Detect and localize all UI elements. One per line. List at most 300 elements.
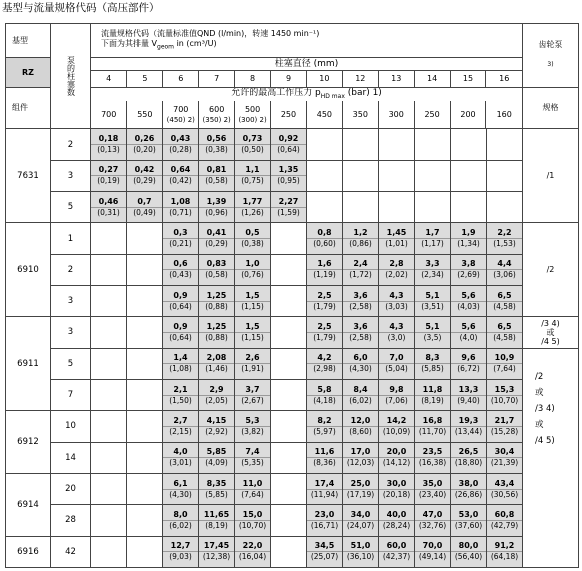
displacement-value: (5,85) [415, 363, 450, 375]
displacement-value: (2,67) [235, 395, 270, 407]
flow-cell [343, 411, 379, 442]
table-row [6, 505, 579, 536]
flow-cell [91, 411, 127, 442]
header-component: 组件 [6, 87, 51, 129]
displacement-value: (2,58) [343, 301, 378, 313]
flow-cell [271, 254, 307, 285]
flow-value: 2,1 [173, 384, 188, 394]
flow-value: 11,0 [242, 478, 263, 488]
displacement-value: (0,75) [235, 175, 270, 187]
displacement-value: (0,42) [163, 175, 198, 187]
flow-cell [487, 254, 523, 285]
flow-value: 5,6 [461, 290, 476, 300]
flow-cell [199, 129, 235, 160]
flow-cell [199, 379, 235, 410]
flow-value: 38,0 [458, 478, 479, 488]
flow-value: 60,0 [386, 541, 407, 551]
header-rz: RZ [6, 58, 51, 87]
displacement-value: (1,50) [163, 395, 198, 407]
displacement-value: (30,56) [487, 489, 522, 501]
displacement-value: (8,36) [307, 457, 342, 469]
displacement-value: (20,18) [379, 489, 414, 501]
displacement-value: (32,76) [415, 520, 450, 532]
flow-cell [235, 348, 271, 379]
flow-cell [91, 286, 127, 317]
header-flow-code [91, 24, 523, 58]
flow-cell [271, 129, 307, 160]
flow-cell [379, 536, 415, 567]
piston-count: 5 [51, 192, 91, 223]
table-row [6, 286, 579, 317]
gear-pump-options-6911 [523, 317, 579, 348]
flow-value: 53,0 [458, 509, 479, 519]
flow-cell [415, 254, 451, 285]
diameter-8: 13 [378, 70, 414, 86]
flow-cell [379, 473, 415, 504]
flow-cell [487, 536, 523, 567]
flow-value: 5,85 [206, 447, 227, 457]
flow-cell [163, 442, 199, 473]
displacement-value: (16,38) [415, 457, 450, 469]
displacement-value: (1,08) [163, 363, 198, 375]
page-title: 基型与流量规格代码（高压部件） [2, 2, 160, 14]
flow-cell [235, 192, 271, 223]
pressure-8 [378, 101, 414, 128]
flow-value: 6,1 [173, 478, 188, 488]
flow-value: 0,46 [98, 196, 119, 206]
flow-cell [451, 379, 487, 410]
displacement-value: (3,0) [379, 332, 414, 344]
flow-cell [343, 223, 379, 254]
displacement-value: (14,12) [379, 457, 414, 469]
displacement-value: (42,79) [487, 520, 522, 532]
diameter-7: 12 [342, 70, 378, 86]
displacement-value: (7,64) [235, 489, 270, 501]
gear-option: /4 5) [535, 435, 555, 446]
flow-value: 1,0 [245, 259, 260, 269]
flow-value: 3,6 [353, 321, 368, 331]
displacement-value: (2,58) [343, 332, 378, 344]
displacement-value: (0,21) [163, 238, 198, 250]
flow-cell [163, 379, 199, 410]
flow-value: 11,65 [203, 509, 230, 519]
flow-cell [487, 286, 523, 317]
flow-value: 0,9 [173, 321, 188, 331]
flow-cell [415, 223, 451, 254]
displacement-value: (0,88) [199, 301, 234, 313]
piston-count: 10 [51, 411, 91, 442]
flow-value: 26,5 [458, 447, 479, 457]
diameter-5: 9 [271, 70, 307, 86]
flow-cell [307, 223, 343, 254]
flow-value: 5,1 [425, 290, 440, 300]
flow-cell [163, 536, 199, 567]
flow-value: 2,2 [497, 228, 512, 238]
flow-value: 0,43 [170, 134, 191, 144]
flow-cell [271, 411, 307, 442]
flow-cell [199, 473, 235, 504]
flow-value: 80,0 [458, 541, 479, 551]
displacement-value: (21,39) [487, 457, 522, 469]
flow-value: 0,9 [173, 290, 188, 300]
flow-value: 22,0 [242, 541, 263, 551]
flow-cell [415, 192, 451, 223]
flow-value: 10,9 [494, 353, 515, 363]
flow-cell [451, 348, 487, 379]
flow-cell [379, 411, 415, 442]
flow-value: 30,4 [494, 447, 515, 457]
flow-value: 1,6 [317, 259, 332, 269]
displacement-value: (0,50) [235, 144, 270, 156]
gear-option: 或 [535, 419, 544, 430]
flow-cell [199, 505, 235, 536]
flow-value: 0,3 [173, 228, 188, 238]
flow-cell [163, 473, 199, 504]
flow-cell [307, 536, 343, 567]
displacement-value: (9,03) [163, 551, 198, 563]
flow-value: 43,4 [494, 478, 515, 488]
displacement-value: (1,59) [271, 207, 306, 219]
flow-cell [163, 505, 199, 536]
flow-value: 0,81 [206, 165, 227, 175]
displacement-value: (0,88) [199, 332, 234, 344]
gear-pump-code: /2 [523, 223, 579, 317]
diameter-4: 8 [235, 70, 271, 86]
flow-value: 2,5 [317, 321, 332, 331]
piston-count: 28 [51, 505, 91, 536]
displacement-value: (8,60) [343, 426, 378, 438]
flow-cell [163, 254, 199, 285]
flow-value: 1,5 [245, 290, 260, 300]
displacement-value: (8,19) [415, 395, 450, 407]
flow-value: 0,7 [137, 196, 152, 206]
pressure-main: 450 [316, 109, 333, 119]
flow-value: 2,5 [317, 290, 332, 300]
displacement-value: (6,72) [451, 363, 486, 375]
flow-value: 0,41 [206, 228, 227, 238]
displacement-value: (16,71) [307, 520, 342, 532]
flow-cell [163, 160, 199, 191]
gear-option: /3 4) [541, 318, 560, 328]
pressure-note: (350) 2) [202, 115, 231, 124]
displacement-value: (9,40) [451, 395, 486, 407]
flow-cell [199, 442, 235, 473]
flow-value: 0,26 [134, 134, 155, 144]
pressure-note: (450) 2) [166, 115, 195, 124]
flow-value: 1,45 [386, 228, 407, 238]
flow-cell [271, 536, 307, 567]
flow-value: 12,7 [170, 541, 191, 551]
flow-value: 23,5 [422, 447, 443, 457]
flow-cell [271, 317, 307, 348]
flow-cell [199, 160, 235, 191]
table-row [6, 536, 579, 567]
displacement-value: (3,82) [235, 426, 270, 438]
displacement-value: (36,10) [343, 551, 378, 563]
pressure-7 [342, 101, 378, 128]
pressure-main: 550 [137, 109, 153, 119]
flow-cell [91, 160, 127, 191]
flow-value: 0,92 [278, 134, 299, 144]
displacement-value: (7,06) [379, 395, 414, 407]
diameter-0: 4 [106, 73, 112, 83]
header-spec: 规格 [523, 87, 579, 129]
flow-value: 2,8 [389, 259, 404, 269]
flow-value: 7,4 [245, 447, 260, 457]
pressure-1 [127, 101, 163, 128]
displacement-value: (0,58) [199, 269, 234, 281]
flow-cell [307, 505, 343, 536]
flow-cell [163, 411, 199, 442]
flow-cell [343, 286, 379, 317]
flow-cell [235, 129, 271, 160]
flow-cell [91, 348, 127, 379]
flow-value: 11,6 [314, 447, 335, 457]
table-row [6, 348, 579, 379]
displacement-value: (0,29) [199, 238, 234, 250]
displacement-value: (42,37) [379, 551, 414, 563]
flow-cell [199, 411, 235, 442]
flow-cell [307, 286, 343, 317]
displacement-value: (0,20) [127, 144, 162, 156]
flow-value: 30,0 [386, 478, 407, 488]
displacement-value: (5,85) [199, 489, 234, 501]
flow-cell [379, 317, 415, 348]
gear-pump-options [523, 348, 579, 567]
flow-cell [487, 411, 523, 442]
flow-cell [415, 536, 451, 567]
flow-cell [415, 473, 451, 504]
table-row [6, 192, 579, 223]
pressure-main: 600 [209, 104, 225, 114]
flow-cell [271, 160, 307, 191]
flow-cell [271, 348, 307, 379]
piston-count: 7 [51, 379, 91, 410]
flow-value: 0,5 [245, 228, 260, 238]
flow-cell [235, 473, 271, 504]
displacement-value: (24,07) [343, 520, 378, 532]
gear-pump-code: /1 [523, 129, 579, 223]
flow-cell [415, 129, 451, 160]
pressure-0 [91, 101, 127, 128]
displacement-value: (49,14) [415, 551, 450, 563]
diameter-3: 7 [199, 70, 235, 86]
flow-cell [307, 192, 343, 223]
displacement-value: (16,04) [235, 551, 270, 563]
flow-cell [379, 286, 415, 317]
flow-cell [451, 223, 487, 254]
diameter-9: 14 [414, 70, 450, 86]
displacement-value: (0,28) [163, 144, 198, 156]
flow-value: 15,3 [494, 384, 515, 394]
flow-value: 13,3 [458, 384, 479, 394]
flow-cell [271, 505, 307, 536]
component-code: 7631 [6, 129, 51, 223]
flow-value: 0,18 [98, 134, 119, 144]
flow-cell [91, 254, 127, 285]
flow-cell [379, 442, 415, 473]
flow-cell [379, 129, 415, 160]
flow-value: 8,2 [317, 415, 332, 425]
flow-value: 1,25 [206, 290, 227, 300]
displacement-value: (2,15) [163, 426, 198, 438]
gear-option: /2 [535, 371, 544, 382]
header-pump-stages: 泵的柱塞数 [51, 24, 91, 129]
flow-value: 4,15 [206, 415, 227, 425]
flow-value: 60,8 [494, 509, 515, 519]
component-code: 6916 [6, 536, 51, 567]
flow-cell [163, 286, 199, 317]
displacement-value: (1,19) [307, 269, 342, 281]
pressure-5 [271, 101, 307, 128]
displacement-value: (26,86) [451, 489, 486, 501]
displacement-value: (0,13) [91, 144, 126, 156]
displacement-value: (1,79) [307, 332, 342, 344]
flow-cell [163, 317, 199, 348]
pressure-9 [414, 101, 450, 128]
flow-cell [127, 286, 163, 317]
displacement-value: (11,94) [307, 489, 342, 501]
flow-cell [127, 473, 163, 504]
flow-cell [235, 223, 271, 254]
flow-cell [199, 223, 235, 254]
pressure-main: 160 [496, 109, 512, 119]
flow-value: 8,35 [206, 478, 227, 488]
header-gear-pump: 齿轮泵 3) [523, 24, 579, 88]
flow-value: 0,56 [206, 134, 227, 144]
flow-value: 70,0 [422, 541, 443, 551]
flow-value: 2,4 [353, 259, 368, 269]
displacement-value: (37,60) [451, 520, 486, 532]
flow-cell [199, 348, 235, 379]
flow-cell [271, 223, 307, 254]
flow-value: 34,0 [350, 509, 371, 519]
flow-cell [451, 536, 487, 567]
displacement-value: (0,58) [199, 175, 234, 187]
displacement-value: (4,58) [487, 301, 522, 313]
pressure-3 [199, 101, 235, 128]
displacement-value: (0,19) [91, 175, 126, 187]
displacement-value: (10,70) [487, 395, 522, 407]
flow-cell [235, 317, 271, 348]
flow-value: 21,7 [494, 415, 515, 425]
displacement-value: (1,17) [415, 238, 450, 250]
displacement-value: (10,70) [235, 520, 270, 532]
flow-cell [487, 505, 523, 536]
flow-cell [271, 473, 307, 504]
flow-cell [307, 442, 343, 473]
flow-value: 1,1 [245, 165, 260, 175]
displacement-value: (1,15) [235, 332, 270, 344]
displacement-value: (0,31) [91, 207, 126, 219]
displacement-value: (0,96) [199, 207, 234, 219]
flow-cell [307, 317, 343, 348]
flow-cell [343, 473, 379, 504]
flow-value: 4,3 [389, 290, 404, 300]
flow-value: 1,77 [242, 196, 263, 206]
flow-value: 11,8 [422, 384, 443, 394]
flow-cell [199, 254, 235, 285]
pressure-note: (300) 2) [238, 115, 267, 124]
flow-value: 0,64 [170, 165, 191, 175]
displacement-value: (4,30) [343, 363, 378, 375]
flow-cell [235, 411, 271, 442]
flow-cell [343, 348, 379, 379]
flow-value: 34,5 [314, 541, 335, 551]
flow-value: 12,0 [350, 415, 371, 425]
flow-value: 3,7 [245, 384, 260, 394]
flow-value: 47,0 [422, 509, 443, 519]
displacement-value: (0,60) [307, 238, 342, 250]
pressure-6 [306, 101, 342, 128]
flow-value: 5,8 [317, 384, 332, 394]
flow-value: 1,25 [206, 321, 227, 331]
flow-value: 0,73 [242, 134, 263, 144]
displacement-value: (0,38) [235, 238, 270, 250]
flow-value: 51,0 [350, 541, 371, 551]
flow-value: 91,2 [494, 541, 515, 551]
displacement-value: (2,98) [307, 363, 342, 375]
component-code: 6911 [6, 317, 51, 411]
flow-value: 9,6 [461, 353, 476, 363]
flow-value: 4,3 [389, 321, 404, 331]
displacement-value: (2,69) [451, 269, 486, 281]
diameter-10: 15 [450, 70, 486, 86]
flow-cell [415, 286, 451, 317]
flow-value: 8,0 [173, 509, 188, 519]
displacement-value: (4,09) [199, 457, 234, 469]
flow-cell [163, 348, 199, 379]
flow-cell [451, 442, 487, 473]
displacement-value: (0,49) [127, 207, 162, 219]
flow-value: 17,45 [203, 541, 230, 551]
displacement-value: (1,26) [235, 207, 270, 219]
flow-cell [343, 129, 379, 160]
flow-value: 2,27 [278, 196, 299, 206]
piston-count: 2 [51, 129, 91, 160]
flow-value: 0,8 [317, 228, 332, 238]
flow-value: 15,0 [242, 509, 263, 519]
piston-count: 2 [51, 254, 91, 285]
displacement-value: (3,01) [163, 457, 198, 469]
pressure-main: 350 [352, 109, 368, 119]
gear-option: /3 4) [535, 403, 555, 414]
displacement-value: (1,15) [235, 301, 270, 313]
flow-cell [307, 160, 343, 191]
flow-cell [415, 348, 451, 379]
displacement-value: (1,53) [487, 238, 522, 250]
displacement-value: (13,44) [451, 426, 486, 438]
piston-count: 14 [51, 442, 91, 473]
flow-cell [487, 473, 523, 504]
displacement-value: (0,95) [271, 175, 306, 187]
displacement-value: (3,06) [487, 269, 522, 281]
flow-cell [127, 411, 163, 442]
flow-value: 17,0 [350, 447, 371, 457]
flow-value: 2,9 [209, 384, 224, 394]
flow-cell [91, 442, 127, 473]
flow-cell [307, 348, 343, 379]
displacement-value: (1,72) [343, 269, 378, 281]
flow-cell [91, 223, 127, 254]
flow-cell [487, 192, 523, 223]
flow-cell [343, 317, 379, 348]
pressure-main: 700 [173, 104, 189, 114]
component-code: 6914 [6, 473, 51, 536]
flow-value: 0,83 [206, 259, 227, 269]
displacement-value: (1,91) [235, 363, 270, 375]
flow-cell [127, 254, 163, 285]
